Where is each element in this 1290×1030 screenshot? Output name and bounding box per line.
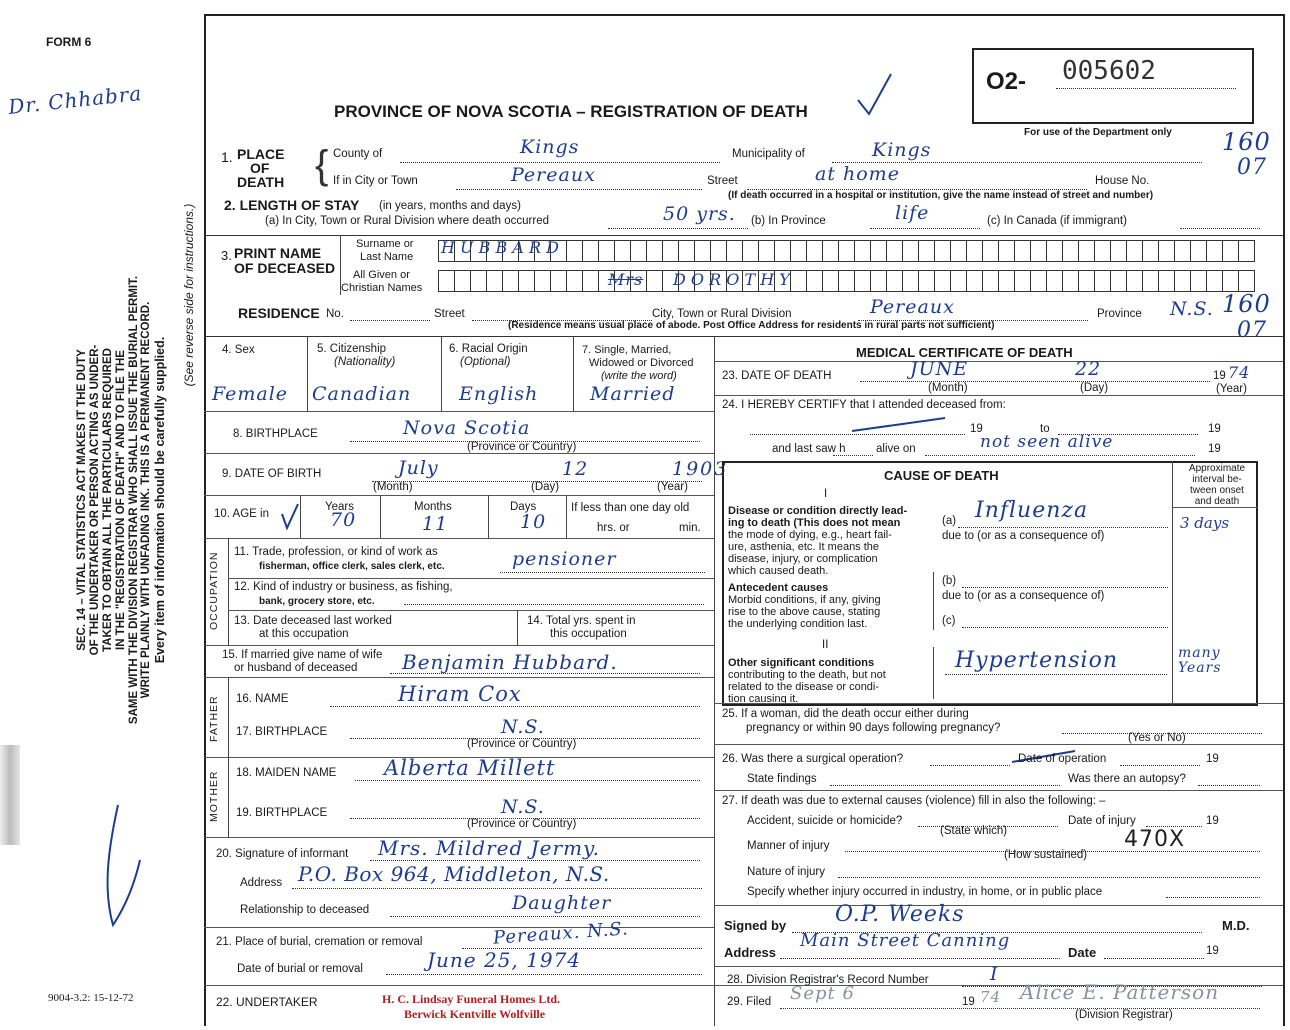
q13-label-a: 13. Date deceased last worked — [234, 615, 392, 627]
alive-value: not seen alive — [980, 432, 1114, 452]
signed-date-year: 19 — [1206, 945, 1219, 957]
father-name-label: 16. NAME — [236, 693, 289, 705]
marital-label-2: Widowed or Divorced — [589, 357, 694, 369]
q26-findings: State findings — [747, 773, 817, 785]
direct-cause-label: Disease or condition directly lead- ing to death (This does not mean the mode of dying, e.g., heart fail- ure, asthenia, etc. It means the disease, injury, or complication which caused death. — [728, 505, 908, 578]
burial-place-label: 21. Place of burial, cremation or removal — [216, 936, 423, 948]
age-months: 11 — [422, 513, 449, 535]
surname-value: H U B B A R D — [441, 238, 559, 257]
age-years-label: Years — [325, 501, 354, 513]
father-bp-label: 17. BIRTHPLACE — [236, 726, 328, 738]
age-less-label: If less than one day old — [571, 502, 690, 514]
undertaker-label: 22. UNDERTAKER — [216, 995, 318, 1009]
due-to-2: due to (or as a consequence of) — [942, 590, 1105, 602]
surname-boxes — [438, 240, 1255, 262]
surname-label-1: Surname or — [356, 238, 414, 250]
dod-label: 23. DATE OF DEATH — [722, 370, 832, 382]
cause-roman-2: II — [822, 639, 829, 651]
residence-city-value: Pereaux — [870, 296, 955, 318]
burial-date-value: June 25, 1974 — [427, 948, 582, 972]
last-saw-label: and last saw h — [772, 443, 846, 455]
spouse-label-2: or husband of deceased — [234, 662, 358, 674]
given-label-2: Christian Names — [341, 282, 423, 294]
q29-year: 74 — [980, 988, 1002, 1006]
alive-on-label: alive on — [876, 443, 916, 455]
cause-a-interval: 3 days — [1180, 514, 1230, 532]
birthplace-sub: (Province or Country) — [467, 441, 577, 453]
given-value: D O R O T H Y — [673, 270, 790, 289]
residence-province-label: Province — [1097, 308, 1142, 320]
dept-code-d: 07 — [1237, 318, 1267, 343]
dod-day-label: (Day) — [1080, 382, 1109, 394]
stay-c-label: (c) In Canada (if immigrant) — [987, 215, 1127, 227]
q25-label-1: 25. If a woman, did the death occur either during — [722, 708, 969, 720]
department-use-label: For use of the Department only — [1024, 127, 1172, 138]
q24-label: 24. I HEREBY CERTIFY that I attended deceased from: — [722, 399, 1006, 411]
dod-month: JUNE — [910, 358, 969, 380]
q27-accident: Accident, suicide or homicide? — [747, 815, 903, 827]
stay-b-value: life — [895, 202, 930, 224]
informant-address-label: Address — [240, 877, 283, 889]
q24-to: to — [1040, 423, 1050, 435]
sex-label: 4. Sex — [222, 344, 255, 356]
cause-ii-value: Hypertension — [955, 648, 1119, 673]
print-code: 9004-3.2: 15-12-72 — [48, 992, 134, 1004]
residence-city-label: City, Town or Rural Division — [652, 308, 792, 320]
given-boxes — [438, 270, 1255, 292]
signed-address-label: Address — [724, 945, 777, 960]
cause-c-label: (c) — [942, 615, 956, 627]
cause-a-label: (a) — [942, 515, 957, 527]
signed-value: O.P. Weeks — [835, 902, 965, 927]
residence-province-value: N.S. — [1170, 298, 1214, 320]
antecedent-label: Antecedent causes Morbid conditions, if any, giving rise to the above cause, stating the underlying condition last. — [728, 582, 881, 631]
citizenship-value: Canadian — [312, 383, 412, 405]
burial-date-label: Date of burial or removal — [237, 963, 363, 975]
city-value: Pereaux — [511, 164, 596, 186]
check-mark — [855, 70, 895, 120]
marital-label-3: (write the word) — [601, 370, 677, 382]
residence-label: RESIDENCE — [238, 305, 320, 321]
mother-bp-label: 19. BIRTHPLACE — [236, 807, 328, 819]
q27-state: (State which) — [940, 825, 1008, 837]
q24-year-2: 19 — [1208, 423, 1221, 435]
q27-label: 27. If death was due to external causes (violence) fill in also the following: – — [722, 795, 1106, 807]
birthplace-value: Nova Scotia — [403, 417, 531, 439]
age-hrs-label: hrs. or — [597, 522, 630, 534]
age-days-label: Days — [510, 501, 537, 513]
marital-label-1: 7. Single, Married, — [582, 344, 672, 356]
occupation-side-label: OCCUPATION — [208, 551, 220, 630]
racial-sub: (Optional) — [460, 356, 511, 368]
informant-rel-label: Relationship to deceased — [240, 904, 370, 916]
frame-top — [204, 14, 1284, 16]
burial-place-value: Pereaux. N.S. — [492, 918, 630, 949]
father-side-label: FATHER — [208, 695, 220, 742]
q29-registrar: Alice E. Patterson — [1020, 980, 1220, 1004]
q28-value: I — [990, 963, 999, 985]
dob-year-label: (Year) — [657, 481, 688, 493]
residence-note: (Residence means usual place of abode. Post Office Address for residents in rural parts not sufficient) — [508, 320, 995, 331]
dob-day: 12 — [562, 458, 589, 480]
street-value: at home — [815, 163, 900, 185]
margin-note: Dr. Chhabra — [7, 81, 144, 119]
place-note: (If death occurred in a hospital or institution, give the name instead of street and number) — [728, 190, 1154, 201]
signed-address-value: Main Street Canning — [800, 930, 1011, 951]
q11-label-a: 11. Trade, profession, or kind of work as — [234, 546, 438, 558]
house-label: House No. — [1095, 175, 1150, 187]
dod-month-label: (Month) — [928, 382, 968, 394]
form-number: FORM 6 — [46, 35, 92, 49]
q28-label: 28. Division Registrar's Record Number — [727, 974, 929, 986]
mother-bp-value: N.S. — [501, 796, 545, 818]
stay-a-label: (a) In City, Town or Rural Division where death occurred — [265, 215, 549, 227]
mother-maiden-value: Alberta Millett — [384, 756, 556, 780]
age-months-label: Months — [414, 501, 452, 513]
registration-number-box — [972, 48, 1254, 124]
place-label-3: DEATH — [237, 174, 285, 190]
place-label-2: OF — [250, 160, 270, 176]
place-label-1: PLACE — [237, 146, 285, 162]
alive-year: 19 — [1208, 443, 1221, 455]
frame-right — [1283, 14, 1285, 1026]
q11-label-b: fisherman, office clerk, sales clerk, etc. — [259, 561, 445, 572]
informant-rel-value: Daughter — [512, 892, 612, 914]
dept-code-b: 07 — [1237, 155, 1267, 180]
q29-year-prefix: 19 — [962, 996, 975, 1008]
q26-autopsy: Was there an autopsy? — [1068, 773, 1186, 785]
residence-street-label: Street — [434, 308, 465, 320]
q25-sub: (Yes or No) — [1128, 732, 1186, 744]
citizenship-sub: (Nationality) — [334, 356, 396, 368]
form-title: PROVINCE OF NOVA SCOTIA – REGISTRATION OF DEATH — [334, 102, 808, 121]
stay-b-label: (b) In Province — [751, 215, 826, 227]
father-bp-value: N.S. — [501, 716, 545, 738]
approx-label: Approximate interval be- tween onset and death — [1188, 463, 1246, 507]
other-conditions-label: Other significant conditions contributing to the death, but not related to the disease or condi- tion causing it. — [728, 657, 886, 706]
given-label-1: All Given or — [353, 269, 410, 281]
sex-value: Female — [212, 383, 289, 405]
dept-code-a: 160 — [1222, 128, 1271, 156]
q27-how: (How sustained) — [1004, 849, 1088, 861]
mother-maiden-label: 18. MAIDEN NAME — [236, 767, 337, 779]
cause-title: CAUSE OF DEATH — [884, 468, 999, 483]
undertaker-line-1: H. C. Lindsay Funeral Homes Ltd. — [382, 992, 561, 1006]
q29-label: 29. Filed — [727, 996, 772, 1008]
q14-label-b: this occupation — [550, 628, 627, 640]
age-years: 70 — [330, 509, 357, 531]
age-min-label: min. — [679, 522, 701, 534]
stay-label: 2. LENGTH OF STAY — [224, 197, 360, 213]
street-label: Street — [707, 175, 738, 187]
residence-no-label: No. — [326, 308, 344, 320]
birthplace-label: 8. BIRTHPLACE — [233, 428, 318, 440]
q11-value: pensioner — [512, 548, 617, 570]
name-num: 3. — [221, 248, 232, 263]
age-label: 10. AGE in — [214, 508, 269, 520]
q26-date-label: Date of operation — [1018, 753, 1107, 765]
q12-label-a: 12. Kind of industry or business, as fishing, — [234, 581, 453, 593]
informant-value: Mrs. Mildred Jermy. — [378, 836, 601, 860]
mother-side-label: MOTHER — [208, 770, 220, 822]
informant-label: 20. Signature of informant — [216, 848, 349, 860]
dod-year-label: (Year) — [1216, 383, 1247, 395]
q27-injury-year: 19 — [1206, 815, 1219, 827]
q27-nature: Nature of injury — [747, 866, 825, 878]
municipality-label: Municipality of — [732, 148, 805, 160]
age-days: 10 — [520, 511, 547, 533]
stay-sub: (in years, months and days) — [379, 200, 521, 212]
spouse-label-1: 15. If married give name of wife — [222, 649, 383, 661]
q13-label-b: at this occupation — [259, 628, 349, 640]
county-label: County of — [333, 148, 383, 160]
side-act-text: SEC. 14 – VITAL STATISTICS ACT MAKES IT THE DUTY OF THE UNDERTAKER OR PERSON ACTING AS UNDER- TAKER TO OBTAIN ALL THE PARTICULARS REQUIRED IN THE "REGISTRATION OF DEATH" AND TO FILE THE SAME WITH THE DIVISION REGISTRAR WHO SHALL ISSUE THE BURIAL PERMIT. WRITE PLAINLY WITH UNFADING INK. THIS IS A PERMANENT RECORD. Every item of information should be carefully supplied. — [76, 275, 168, 725]
q14-label-a: 14. Total yrs. spent in — [527, 615, 636, 627]
q26-date-year: 19 — [1206, 753, 1219, 765]
q24-year-1: 19 — [970, 423, 983, 435]
signed-md: M.D. — [1222, 918, 1250, 933]
q27-injury-date: Date of injury — [1068, 815, 1136, 827]
spouse-value: Benjamin Hubbard. — [402, 650, 618, 674]
cause-a-value: Influenza — [975, 498, 1089, 523]
binding-clip — [0, 745, 20, 845]
marital-value: Married — [590, 383, 676, 405]
medical-title: MEDICAL CERTIFICATE OF DEATH — [856, 345, 1073, 360]
q25-label-2: pregnancy or within 90 days following pregnancy? — [746, 722, 1001, 734]
dod-year-prefix: 19 — [1213, 370, 1226, 382]
q27-manner: Manner of injury — [747, 840, 830, 852]
registration-prefix: O2- — [986, 68, 1027, 95]
dob-day-label: (Day) — [531, 481, 560, 493]
dod-day: 22 — [1075, 358, 1102, 380]
place-num: 1. — [221, 149, 233, 165]
q29-sub: (Division Registrar) — [1075, 1009, 1173, 1021]
cause-b-label: (b) — [942, 575, 957, 587]
q24-dash — [850, 415, 950, 435]
dob-year: 1903 — [672, 458, 729, 480]
dob-month-label: (Month) — [373, 481, 413, 493]
mother-bp-sub: (Province or Country) — [467, 818, 577, 830]
q27-manner-value: 470X — [1124, 827, 1186, 852]
citizenship-label: 5. Citizenship — [317, 343, 387, 355]
due-to-1: due to (or as a consequence of) — [942, 530, 1105, 542]
name-label-2: OF DECEASED — [234, 260, 336, 276]
cause-ii-interval: many Years — [1178, 645, 1222, 677]
given-struck: Mrs — [608, 270, 644, 289]
column-divider — [714, 336, 715, 1026]
father-name-value: Hiram Cox — [398, 682, 522, 706]
racial-value: English — [459, 383, 539, 405]
county-value: Kings — [520, 136, 580, 158]
signed-label: Signed by — [724, 918, 787, 933]
q26-label: 26. Was there a surgical operation? — [722, 753, 904, 765]
age-check-mark — [280, 502, 300, 532]
undertaker-line-2: Berwick Kentville Wolfville — [404, 1007, 546, 1021]
municipality-value: Kings — [872, 139, 932, 161]
registration-number: 005602 — [1062, 56, 1156, 86]
side-see-reverse: (See reverse side for instructions.) — [182, 203, 196, 387]
dob-month: July — [398, 457, 439, 479]
q27-specify: Specify whether injury occurred in industry, in home, or in public place — [747, 886, 1103, 898]
stay-a-value: 50 yrs. — [663, 203, 736, 225]
city-label: If in City or Town — [333, 175, 418, 187]
margin-check-mark — [88, 800, 148, 940]
cause-roman-1: I — [824, 488, 828, 500]
q12-label-b: bank, grocery store, etc. — [259, 596, 375, 607]
surname-label-2: Last Name — [360, 251, 414, 263]
brace: { — [315, 143, 329, 187]
frame-left — [204, 14, 206, 1026]
dept-code-c: 160 — [1222, 290, 1271, 318]
dod-year: 74 — [1228, 363, 1251, 382]
racial-label: 6. Racial Origin — [449, 343, 528, 355]
father-bp-sub: (Province or Country) — [467, 738, 577, 750]
q29-date: Sept 6 — [790, 983, 855, 1004]
informant-address-value: P.O. Box 964, Middleton, N.S. — [298, 862, 610, 886]
signed-date-label: Date — [1068, 945, 1097, 960]
dob-label: 9. DATE OF BIRTH — [222, 468, 322, 480]
name-label-1: PRINT NAME — [234, 245, 322, 261]
